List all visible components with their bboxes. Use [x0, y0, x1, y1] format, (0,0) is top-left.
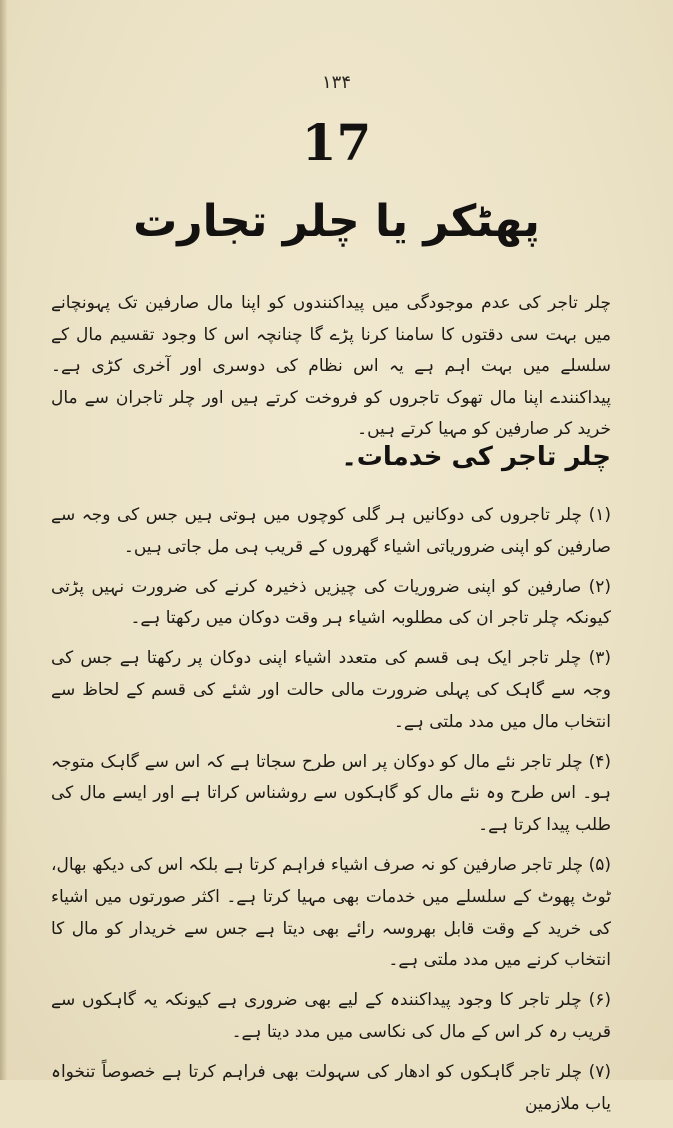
service-item-7: (۷) چلر تاجر گاہکوں کو ادھار کی سہولت بھی فراہم کرتا ہے خصوصاً تنخواہ یاب ملازمین: [51, 1061, 611, 1114]
services-list: [51, 500, 611, 1128]
service-item-2: (۲) صارفین کو اپنی ضروریات کی چیزیں ذخیرہ کرنے کی ضرورت نہیں پڑتی کیونکہ چلر تاجر ان کی مطلوبہ اشیاء ہر وقت دوکان میں رکھتا ہے۔: [51, 576, 611, 629]
page-number: ۱۳۴: [321, 72, 351, 93]
service-item-3: (۳) چلر تاجر ایک ہی قسم کی متعدد اشیاء اپنی دوکان پر رکھتا ہے جس کی وجہ سے گاہک کی پہلی ضرورت مالی حالت اور شئے کی قسم کے لحاظ سے انتخاب مال میں مدد ملتی ہے۔: [51, 648, 611, 732]
section-heading: چلر تاجر کی خدمات۔: [341, 442, 611, 472]
service-item-6: (۶) چلر تاجر کا وجود پیداکنندہ کے لیے بھی ضروری ہے کیونکہ یہ گاہکوں سے قریب رہ کر اس کے مال کی نکاسی میں مدد دیتا ہے۔: [51, 990, 611, 1042]
service-item-5: (۵) چلر تاجر صارفین کو نہ صرف اشیاء فراہم کرتا ہے بلکہ اس کی دیکھ بھال، ٹوٹ پھوٹ کے سلسلے میں خدمات بھی مہیا کرتا ہے۔ اکثر صورتوں میں اشیاء کی خرید کے وقت قابل بھروسہ رائے بھی دیتا ہے جس سے خریدار کو مال کا انتخاب کرنے میں مدد ملتی ہے۔: [51, 854, 611, 971]
chapter-number: 17: [301, 113, 372, 172]
chapter-title: پھٹکر یا چلر تجارت: [133, 196, 540, 247]
service-item-4: (۴) چلر تاجر نئے مال کو دوکان پر اس طرح سجاتا ہے کہ اس سے گاہک متوجہ ہو۔ اس طرح وہ نئے مال کو گاہکوں سے روشناس کراتا ہے اور ایسے مال کی طلب پیدا کرتا ہے۔: [51, 751, 611, 836]
service-item-1: (۱) چلر تاجروں کی دوکانیں ہر گلی کوچوں میں ہوتی ہیں جس کی وجہ سے صارفین کو اپنی ضروریاتی اشیاء گھروں کے قریب ہی مل جاتی ہیں۔: [51, 505, 611, 557]
intro-paragraph: چلر تاجر کی عدم موجودگی میں پیداکنندوں کو اپنا مال صارفین تک پہونچانے میں بہت سی دقتوں کا سامنا کرنا پڑے گا چنانچہ اس کا وجود تقسیم مال کے سلسلے میں بہت اہم ہے یہ اس نظام کی دوسری اور آخری کڑی ہے۔ پیداکنندے اپنا مال تھوک تاجروں کو فروخت کرتے ہیں اور چلر تاجران سے مال خرید کر صارفین کو مہیا کرتے ہیں۔: [51, 293, 611, 439]
